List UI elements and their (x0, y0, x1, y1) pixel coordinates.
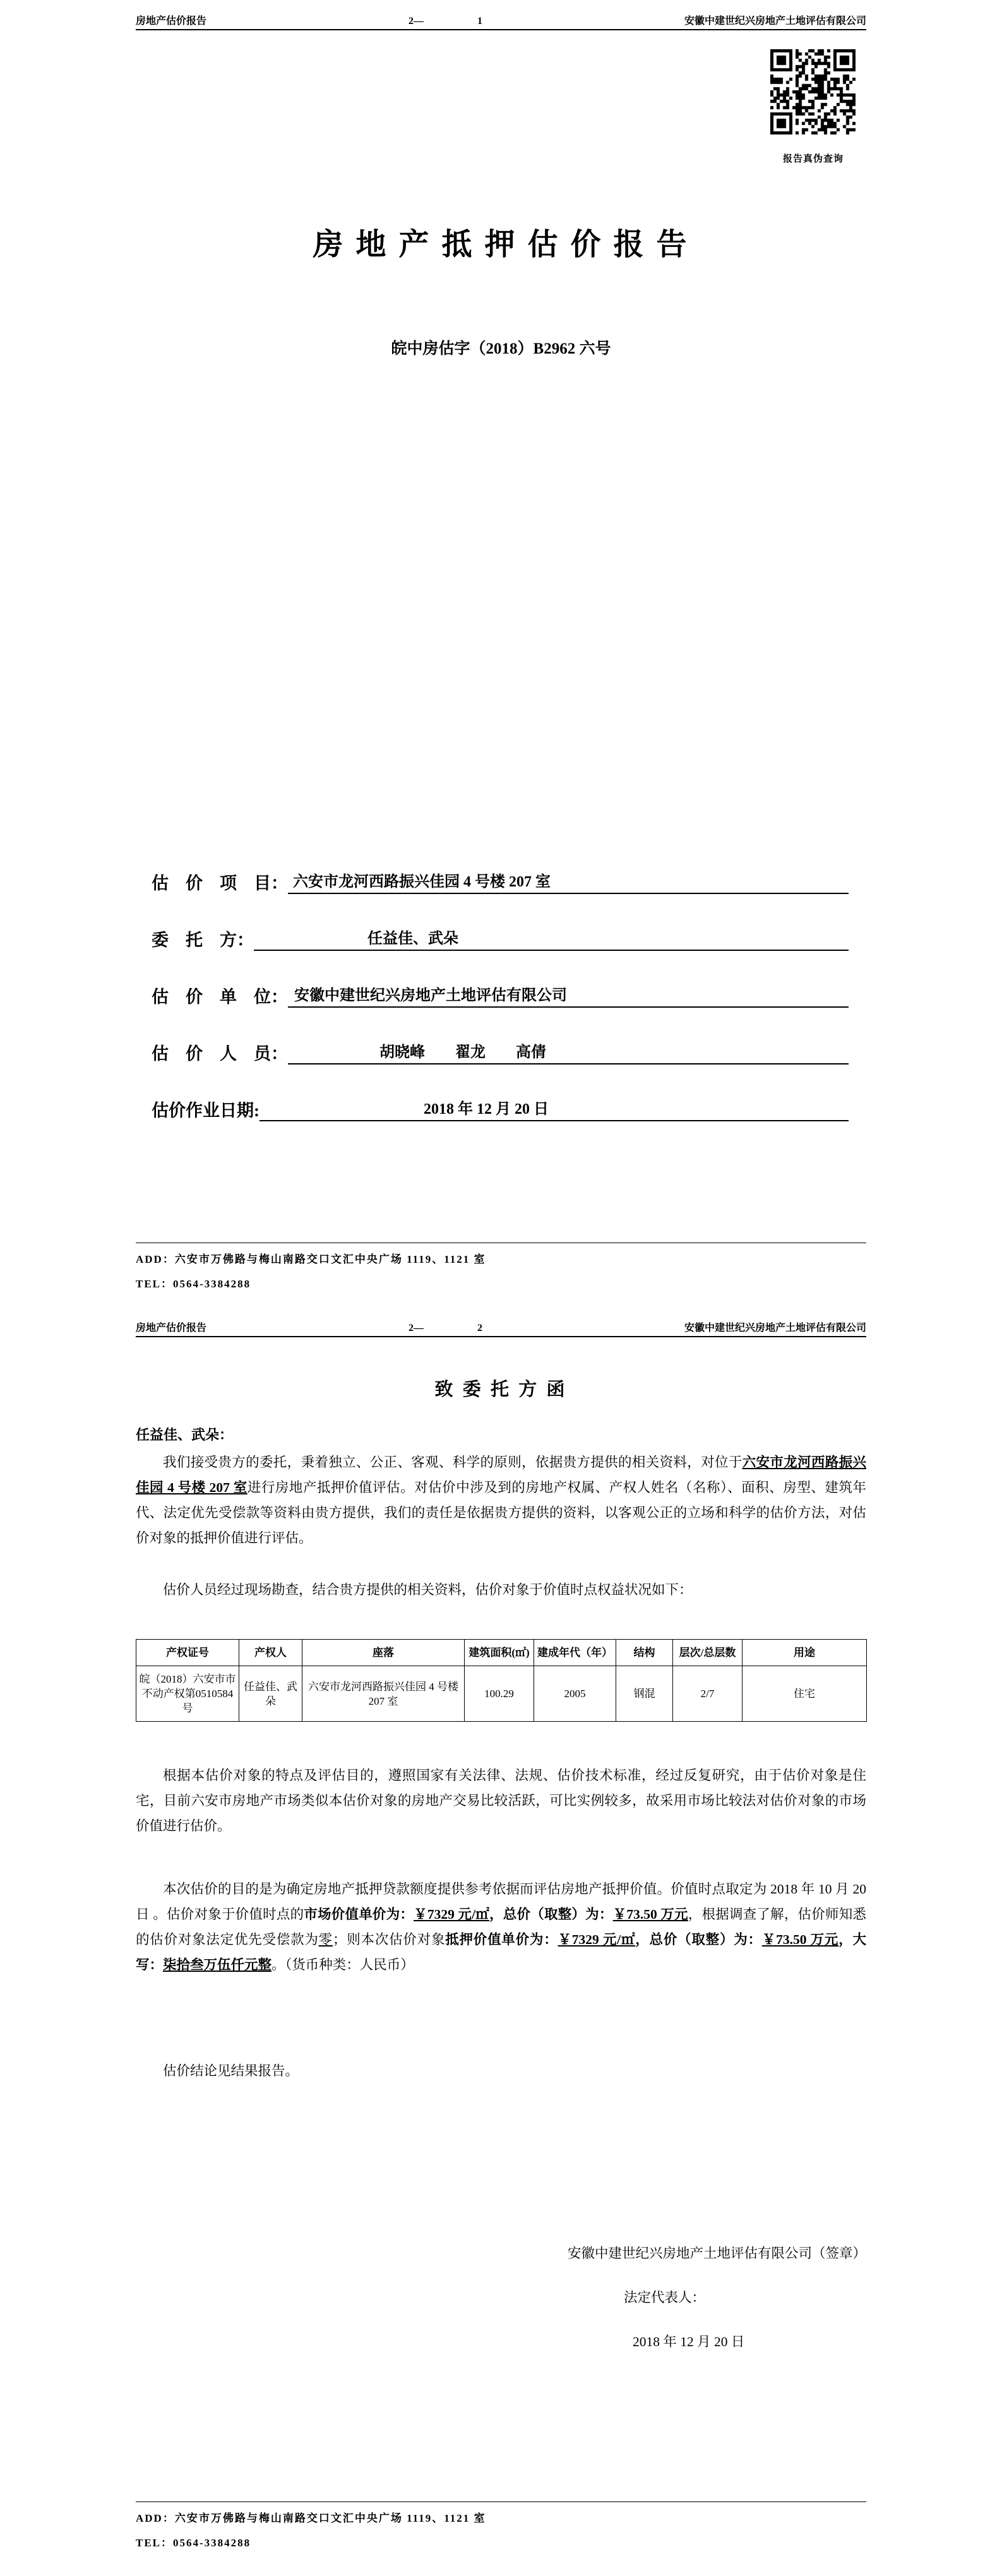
header-page-prefix: 2— (409, 16, 424, 27)
col-header-year: 建成年代（年） (534, 1640, 616, 1666)
page2-header (136, 1320, 866, 1334)
cell-owner: 任益佳、武朵 (239, 1666, 302, 1722)
letter-paragraph-survey: 估价人员经过现场勘查，结合贵方提供的相关资料，估价对象于价值时点权益状况如下： (163, 1582, 693, 1597)
market-total-price: ￥73.50 万元 (612, 1907, 688, 1922)
report-title: 房 地 产 抵 押 估 价 报 告 (313, 228, 689, 261)
footer-rule (136, 2501, 866, 2502)
cell-area: 100.29 (465, 1666, 534, 1722)
page2-footer (136, 2501, 866, 2549)
header-rule (136, 29, 866, 30)
header-rule (136, 1336, 866, 1337)
header-page-number: 1 (477, 16, 482, 27)
header-company: 安徽中建世纪兴房地产土地评估有限公司 (684, 1323, 866, 1333)
header-company: 安徽中建世纪兴房地产土地评估有限公司 (684, 16, 866, 27)
qr-caption: 报告真伪查询 (782, 154, 844, 164)
subject-property-address: 六安市龙河西路振兴佳园 4 号楼 207 室 (136, 1455, 866, 1495)
cell-certificate: 皖（2018）六安市市不动产权第0510584号 (136, 1666, 239, 1722)
table-header-row (136, 1640, 867, 1666)
page1-footer (136, 1243, 866, 1291)
form-value-project: 六安市龙河西路振兴佳园 4 号楼 207 室 (288, 869, 849, 894)
cell-structure: 钢混 (616, 1666, 673, 1722)
col-header-use: 用途 (743, 1640, 867, 1666)
letter-title: 致 委 托 方 函 (434, 1380, 568, 1400)
cell-location: 六安市龙河西路振兴佳园 4 号楼 207 室 (302, 1666, 465, 1722)
form-row-client (152, 917, 849, 951)
text-segment: 我们接受贵方的委托，秉着独立、公正、客观、科学的原则，依据贵方提供的相关资料，对位于 (163, 1455, 743, 1470)
header-page-indicator (409, 16, 482, 27)
signature-company: 安徽中建世纪兴房地产土地评估有限公司（签章） (567, 2246, 866, 2261)
form-label-client: 委 托 方： (152, 931, 254, 950)
mortgage-total-label: ，总价（取整）为： (635, 1932, 762, 1947)
letter-salutation: 任益佳、武朵： (136, 1427, 234, 1443)
cell-floor: 2/7 (673, 1666, 743, 1722)
form-label-date: 估价作业日期: (152, 1101, 259, 1120)
table-row (136, 1666, 867, 1722)
market-price-label: 市场价值单价为： (304, 1907, 414, 1922)
footer-tel: TEL：0564-3384288 (136, 1278, 251, 1290)
col-header-structure: 结构 (616, 1640, 673, 1666)
amount-in-words: 柒拾叁万伍仟元整 (163, 1957, 272, 1972)
letter-paragraph-intro (136, 1450, 866, 1551)
form-row-date (152, 1087, 849, 1121)
mortgage-unit-price: ￥7329 元/㎡ (558, 1932, 636, 1947)
form-row-appraisers (152, 1030, 849, 1064)
footer-address: ADD：六安市万佛路与梅山南路交口文汇中央广场 1119、1121 室 (136, 1253, 486, 1265)
mortgage-price-label: 抵押价值单价为： (445, 1932, 558, 1947)
form-label-agency: 估 价 单 位： (152, 987, 288, 1006)
footer-tel: TEL：0564-3384288 (136, 2537, 251, 2549)
header-page-indicator (409, 1323, 482, 1334)
property-rights-table (136, 1639, 867, 1722)
header-doc-title: 房地产估价报告 (136, 16, 207, 27)
form-value-date: 2018 年 12 月 20 日 (259, 1096, 849, 1121)
col-header-certificate: 产权证号 (136, 1640, 239, 1666)
text-segment: 本次估价的目的是为确定房地产抵押贷款额度提供参考依据而评估房地产抵押价值。价值时点取定为 2018 年 10 月 20 日 。估价对象于价值时点的 (136, 1881, 866, 1922)
col-header-floor: 层次/总层数 (673, 1640, 743, 1666)
header-doc-title: 房地产估价报告 (136, 1323, 207, 1333)
signature-date: 2018 年 12 月 20 日 (633, 2334, 745, 2349)
letter-paragraph-valuation (136, 1876, 866, 1977)
col-header-area: 建筑面积(㎡) (465, 1640, 534, 1666)
text-segment: ，根据调查了解，估价师知悉的估价对象法定优先受偿款为 (136, 1907, 866, 1947)
report-doc-number: 皖中房估字（2018）B2962 六号 (391, 340, 611, 357)
form-row-project (152, 860, 849, 894)
total-price-label: ，总价（取整）为： (489, 1907, 613, 1922)
cell-use: 住宅 (743, 1666, 867, 1722)
priority-payment-zero: 零 (318, 1932, 333, 1947)
text-segment: ；则本次估价对象 (332, 1932, 446, 1947)
footer-address: ADD：六安市万佛路与梅山南路交口文汇中央广场 1119、1121 室 (136, 2512, 486, 2524)
cell-year: 2005 (534, 1666, 616, 1722)
header-page-prefix: 2— (409, 1323, 424, 1333)
form-value-agency: 安徽中建世纪兴房地产土地评估有限公司 (288, 982, 849, 1008)
market-unit-price: ￥7329 元/㎡ (414, 1907, 490, 1922)
col-header-owner: 产权人 (239, 1640, 302, 1666)
signature-legal-rep: 法定代表人： (624, 2290, 706, 2305)
col-header-location: 座落 (302, 1640, 465, 1666)
letter-paragraph-conclusion: 估价结论见结果报告。 (163, 2063, 299, 2078)
letter-paragraph-method: 根据本估价对象的特点及评估目的，遵照国家有关法律、法规、估价技术标准，经过反复研究，由于估价对象是住宅，目前六安市房地产市场类似本估价对象的房地产交易比较活跃，可比实例较多，故采用市场比较法对估价对象的市场价值进行估价。 (136, 1768, 866, 1834)
qr-code (770, 49, 856, 134)
header-page-number: 2 (477, 1323, 482, 1333)
form-row-agency (152, 974, 849, 1008)
form-value-client: 任益佳、武朵 (254, 926, 849, 951)
form-label-project: 估 价 项 目： (152, 874, 288, 893)
form-label-appraisers: 估 价 人 员： (152, 1044, 288, 1063)
page1-header (136, 13, 866, 27)
form-value-appraisers: 胡晓峰 翟龙 高倩 (288, 1039, 849, 1064)
mortgage-total-price: ￥73.50 万元 (761, 1932, 839, 1947)
amount-in-words-label: ，大写： (136, 1932, 866, 1972)
currency-note: 。（货币种类：人民币） (271, 1957, 414, 1972)
text-segment: 进行房地产抵押价值评估。对估价中涉及到的房地产权属、产权人姓名（名称）、面积、房型、建筑年代、法定优先受偿款等资料由贵方提供，我们的责任是依据贵方提供的资料，以客观公正的立场和科学的估价方法，对估价对象的抵押价值进行评估。 (136, 1480, 866, 1546)
